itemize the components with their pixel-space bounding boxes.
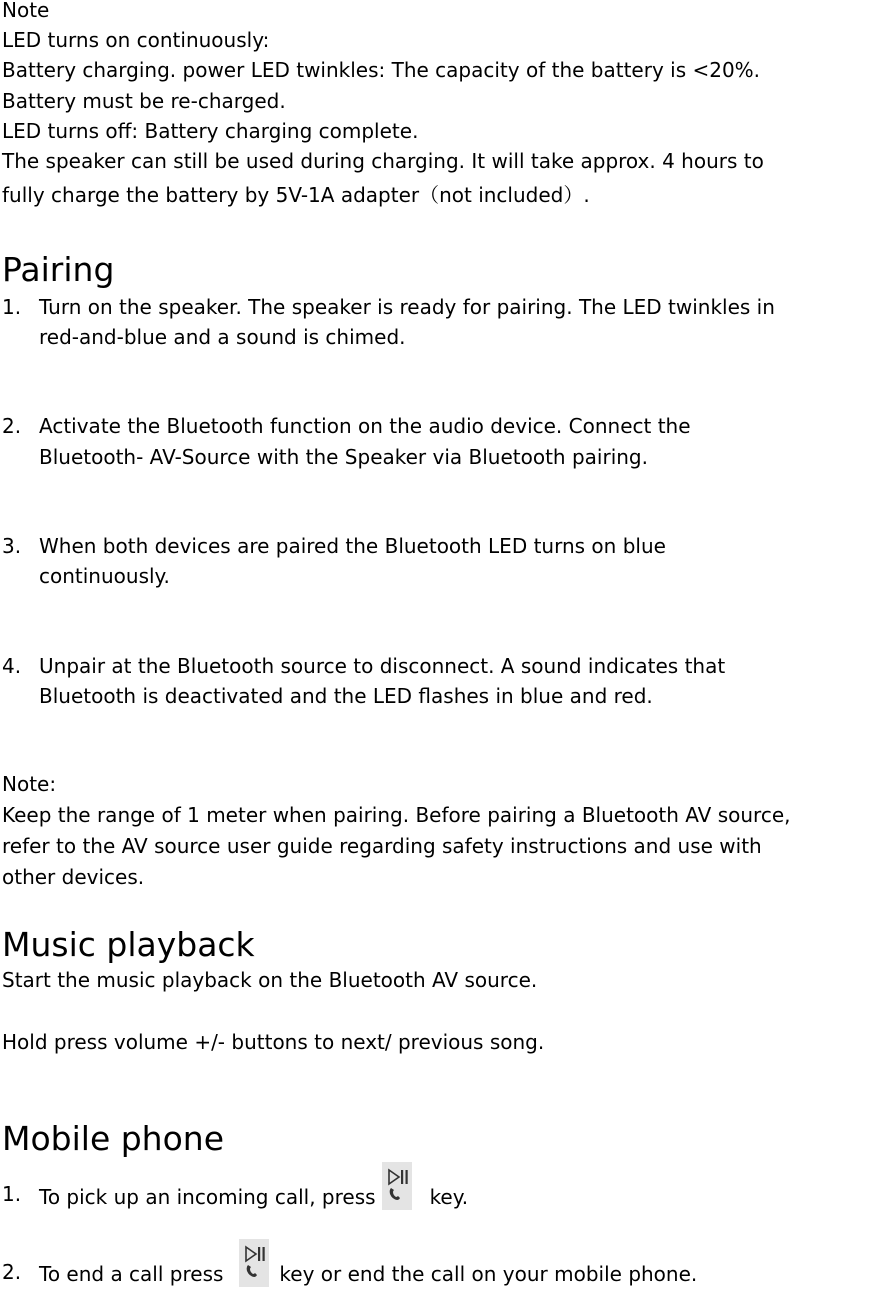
note-line: Battery must be re-charged.: [2, 89, 286, 113]
note-line: Battery charging. power LED twinkles: The capacity of the battery is <20%.: [2, 58, 761, 82]
music-line: Start the music playback on the Bluetooth AV source.: [2, 968, 538, 992]
list-item-number: 2.: [2, 414, 22, 438]
list-item: Unpair at the Bluetooth source to disconnect. A sound indicates that: [39, 654, 726, 678]
pairing-note-line: other devices.: [2, 865, 145, 889]
list-item-text: key or end the call on your mobile phone.: [279, 1262, 698, 1286]
list-item-text: key.: [429, 1185, 469, 1209]
list-item: Bluetooth- AV-Source with the Speaker via Bluetooth pairing.: [39, 445, 648, 469]
list-item: [39, 1160, 468, 1208]
list-item-number: 4.: [2, 654, 22, 678]
list-item-number: 2.: [2, 1260, 22, 1284]
note-line: LED turns on continuously:: [2, 28, 270, 52]
pairing-heading: Pairing: [2, 250, 115, 289]
list-item-number: 1.: [2, 295, 22, 319]
list-item: When both devices are paired the Bluetooth LED turns on blue: [39, 534, 666, 558]
list-item: continuously.: [39, 564, 170, 588]
list-item: Bluetooth is deactivated and the LED flashes in blue and red.: [39, 684, 653, 708]
pairing-note-line: Keep the range of 1 meter when pairing. Before pairing a Bluetooth AV source,: [2, 803, 791, 827]
list-item-number: 3.: [2, 534, 22, 558]
list-item-number: 1.: [2, 1182, 22, 1206]
play-pause-phone-icon: [382, 1162, 412, 1210]
pairing-note-label: Note:: [2, 772, 57, 796]
music-playback-heading: Music playback: [2, 925, 255, 964]
play-pause-phone-icon: [239, 1239, 269, 1287]
list-item: Activate the Bluetooth function on the audio device. Connect the: [39, 414, 691, 438]
list-item: [39, 1237, 697, 1285]
note-label: Note: [2, 0, 50, 22]
note-line: The speaker can still be used during charging. It will take approx. 4 hours to: [2, 149, 764, 173]
pairing-note-line: refer to the AV source user guide regarding safety instructions and use with: [2, 834, 762, 858]
list-item-text: To pick up an incoming call, press: [39, 1185, 376, 1209]
music-line: Hold press volume +/- buttons to next/ previous song.: [2, 1030, 545, 1054]
list-item: Turn on the speaker. The speaker is ready for pairing. The LED twinkles in: [39, 295, 775, 319]
note-line: fully charge the battery by 5V-1A adapter（not included）.: [2, 183, 590, 207]
mobile-phone-heading: Mobile phone: [2, 1119, 225, 1158]
note-line: LED turns off: Battery charging complete.: [2, 119, 419, 143]
list-item: red-and-blue and a sound is chimed.: [39, 325, 406, 349]
list-item-text: To end a call press: [39, 1262, 224, 1286]
